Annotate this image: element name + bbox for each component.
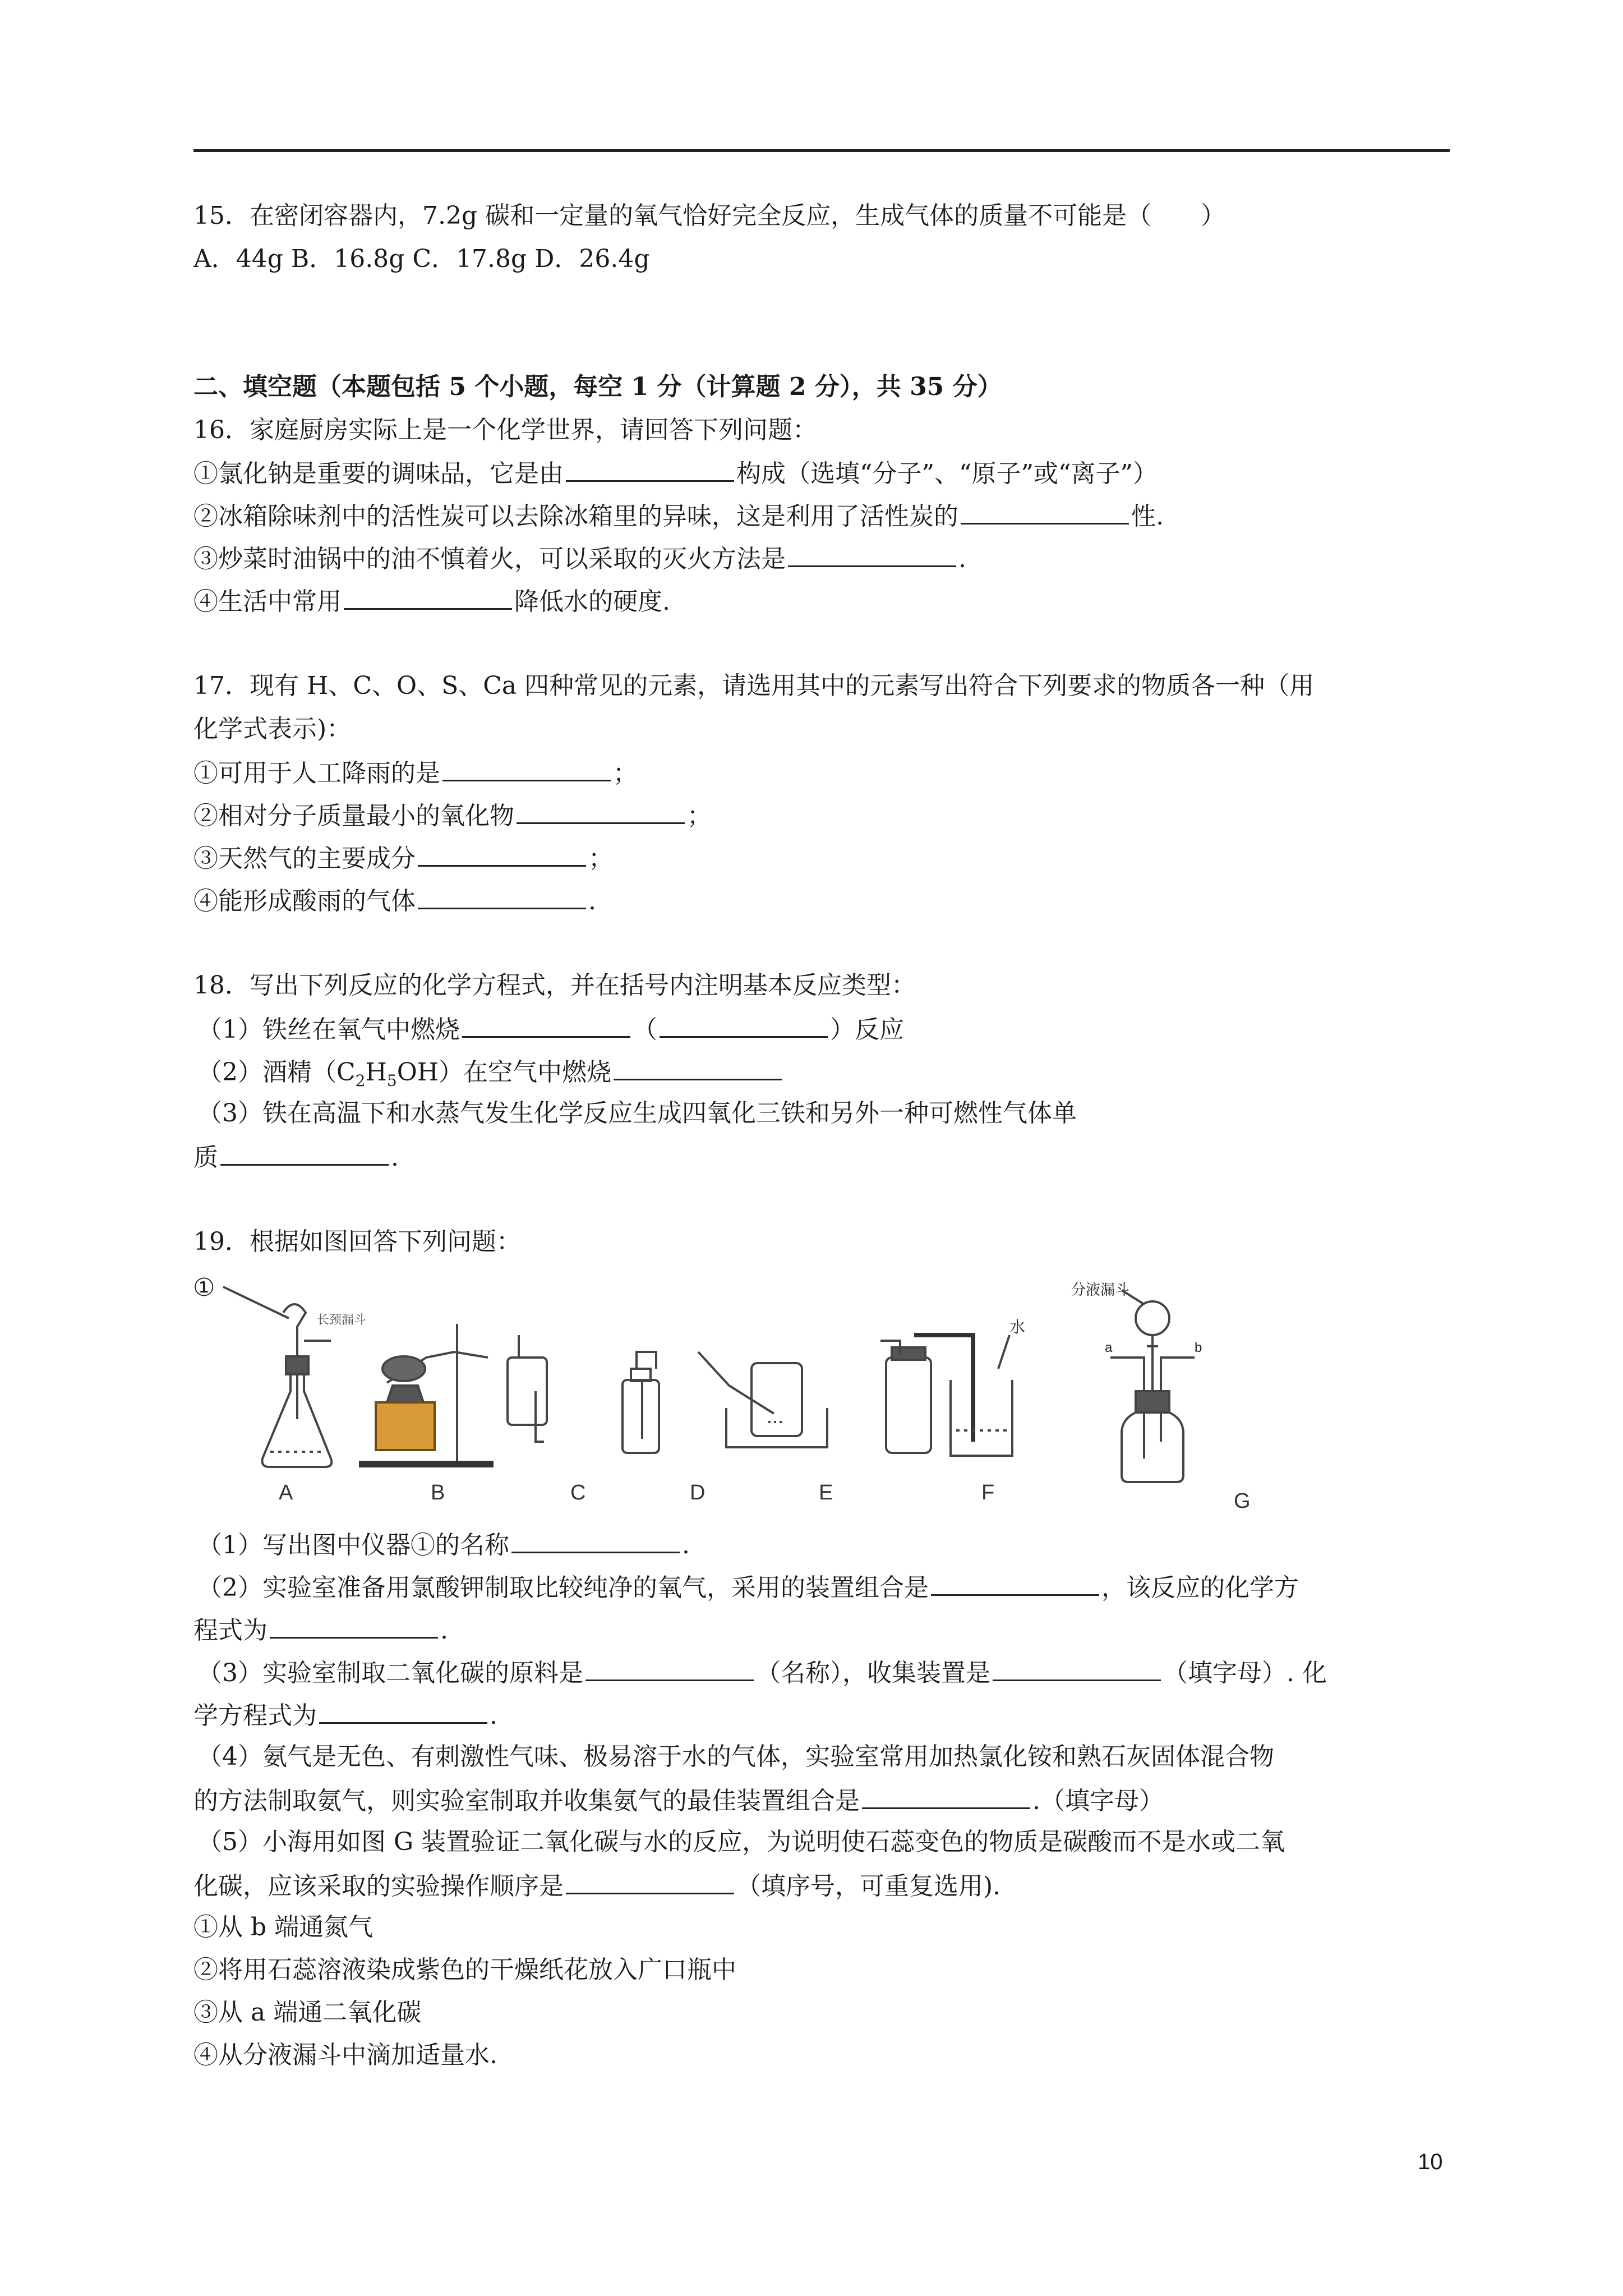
apparatus-figure <box>191 1273 1312 1520</box>
q17-item-4: ④能形成酸雨的气体 . <box>193 883 596 918</box>
apparatus-b <box>359 1324 494 1464</box>
q19-part-2: （2）实验室准备用氯酸钾制取比较纯净的氧气，采用的装置组合是 ，该反应的化学方 <box>197 1570 1299 1605</box>
answer-blank[interactable] <box>220 1139 389 1166</box>
figure-label-a: A <box>279 1481 293 1504</box>
q18-sub-3: （3）铁在高温下和水蒸气发生化学反应生成四氧化三铁和另外一种可燃性气体单 <box>197 1099 1077 1128</box>
figure-label-c: C <box>570 1481 586 1504</box>
answer-blank[interactable] <box>418 840 586 867</box>
q19-option-1: ①从 b 端通氮气 <box>193 1913 374 1941</box>
answer-blank[interactable] <box>319 1697 487 1724</box>
answer-blank[interactable] <box>566 1868 734 1894</box>
page-number: 10 <box>1418 2150 1443 2174</box>
answer-blank[interactable] <box>931 1570 1099 1596</box>
q19-part-1: （1）写出图中仪器①的名称 . <box>197 1527 690 1562</box>
q19-part-4-cont: 的方法制取氨气，则实验室制取并收集氨气的最佳装置组合是 .（填字母） <box>193 1783 1164 1818</box>
end-b-label: b <box>1195 1340 1202 1355</box>
apparatus-g <box>1071 1281 1202 1482</box>
apparatus-f <box>880 1318 1025 1456</box>
q16-stem: 16．家庭厨房实际上是一个化学世界，请回答下列问题： <box>193 416 817 444</box>
q17-item-1: ①可用于人工降雨的是 ； <box>193 755 638 790</box>
figure-label-g: G <box>1234 1489 1251 1513</box>
q19-part-5-cont: 化碳，应该采取的实验操作顺序是 （填序号，可重复选用). <box>193 1868 1000 1903</box>
answer-blank[interactable] <box>511 1527 680 1553</box>
answer-blank[interactable] <box>585 1655 754 1681</box>
q15-stem: 15．在密闭容器内，7.2g 碳和一定量的氧气恰好完全反应，生成气体的质量不可能是（ ） <box>193 201 1226 230</box>
q17-stem-2: 化学式表示)： <box>193 715 352 743</box>
section-heading: 二、填空题（本题包括 5 个小题，每空 1 分（计算题 2 分），共 35 分） <box>193 372 1002 401</box>
q19-option-4: ④从分液漏斗中滴加适量水. <box>193 2041 497 2069</box>
figure-label-d: D <box>690 1481 706 1504</box>
answer-blank[interactable] <box>462 1011 630 1038</box>
answer-blank[interactable] <box>660 1011 828 1038</box>
q16-item-4: ④生活中常用 降低水的硬度. <box>193 583 670 619</box>
q18-stem: 18．写出下列反应的化学方程式，并在括号内注明基本反应类型： <box>193 971 916 1000</box>
q17-item-3: ③天然气的主要成分 ； <box>193 840 613 876</box>
q16-item-2: ②冰箱除味剂中的活性炭可以去除冰箱里的异味，这是利用了活性炭的 性. <box>193 498 1164 533</box>
apparatus-e <box>698 1352 827 1447</box>
q19-part-4: （4）氨气是无色、有刺激性气味、极易溶于水的气体，实验室常用加热氯化铵和熟石灰固体混合物 <box>197 1742 1274 1771</box>
q19-option-3: ③从 a 端通二氧化碳 <box>193 1998 422 2027</box>
q17-stem-1: 17．现有 H、C、O、S、Ca 四种常见的元素，请选用其中的元素写出符合下列要求的物质各一种（用 <box>193 671 1315 700</box>
q18-sub-3-cont: 质 . <box>193 1139 399 1175</box>
answer-blank[interactable] <box>344 583 512 610</box>
apparatus-c <box>508 1335 547 1442</box>
figure-label-e: E <box>819 1481 833 1504</box>
funnel-tag: 长颈漏斗 <box>317 1313 367 1327</box>
answer-blank[interactable] <box>862 1783 1030 1809</box>
answer-blank[interactable] <box>418 883 586 909</box>
answer-blank[interactable] <box>993 1655 1161 1681</box>
answer-blank[interactable] <box>614 1054 782 1080</box>
q19-part-2-cont: 程式为 . <box>193 1612 448 1648</box>
figure-marker: ① <box>193 1274 215 1301</box>
answer-blank[interactable] <box>270 1612 438 1639</box>
sep-funnel-tag: 分液漏斗 <box>1071 1281 1130 1298</box>
apparatus-a <box>262 1304 367 1467</box>
water-tag: 水 <box>1009 1318 1026 1336</box>
q16-item-3: ③炒菜时油锅中的油不慎着火，可以采取的灭火方法是 . <box>193 541 966 576</box>
q19-option-2: ②将用石蕊溶液染成紫色的干燥纸花放入广口瓶中 <box>193 1955 736 1984</box>
q16-item-1: ①氯化钠是重要的调味品，它是由 构成（选填“分子”、“原子”或“离子”） <box>193 455 1158 491</box>
answer-blank[interactable] <box>517 798 685 824</box>
answer-blank[interactable] <box>442 755 611 781</box>
apparatus-d <box>623 1352 659 1453</box>
header-rule <box>193 149 1450 152</box>
q19-part-3-cont: 学方程式为 . <box>193 1697 497 1733</box>
q18-sub-1: （1）铁丝在氧气中燃烧 （ ）反应 <box>197 1011 904 1047</box>
answer-blank[interactable] <box>566 455 734 482</box>
figure-label-b: B <box>431 1481 445 1504</box>
q18-sub-2: （2）酒精$(C_2H_5OH)$在空气中燃烧 <box>197 1054 784 1098</box>
answer-blank[interactable] <box>788 541 956 567</box>
q19-part-5: （5）小海用如图 G 装置验证二氧化碳与水的反应，为说明使石蕊变色的物质是碳酸而不是水或二氧 <box>197 1828 1285 1856</box>
end-a-label: a <box>1105 1340 1113 1355</box>
q17-item-2: ②相对分子质量最小的氧化物 ； <box>193 798 712 833</box>
answer-blank[interactable] <box>961 498 1129 524</box>
figure-label-f: F <box>981 1481 995 1504</box>
q19-part-3: （3）实验室制取二氧化碳的原料是 （名称），收集装置是 （填字母）. 化 <box>197 1655 1327 1690</box>
q19-stem: 19．根据如图回答下列问题： <box>193 1227 521 1256</box>
q15-options: A．44g B．16.8g C．17.8g D．26.4g <box>193 245 650 273</box>
